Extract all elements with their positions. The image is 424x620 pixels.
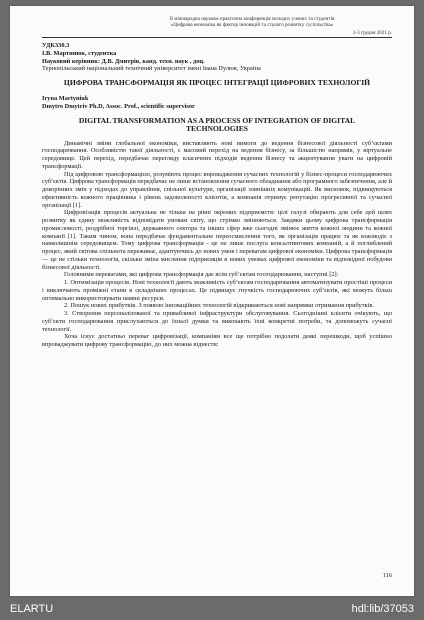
title-en: DIGITAL TRANSFORMATION AS A PROCESS OF INTEGRATION OF DIGITAL TECHNOLOGIES bbox=[78, 115, 356, 134]
paragraph: Цифровізація процесів актуальна не тільки на рівні окремих підприємств: цілі галузі обирають для себе цей шлях розвитку як єдину можливість відповідати умовам світу, що стрімко змінюються. Завдяки цьому цифрова трансформація промисловості, роздрібної торгівлі, державного сектора та інших сфер вже сьогодні змінює життя кожної людини та кожної компанії [1]. Таким чином, вона передбачає фундаментальне переосмислення того, як організація працює та як взаємодіє з навколишнім середовищем. Тому цифрова трансформація - це не лише послуга консалтингових компаній, а й поглиблений процес, який світова спільнота переживає, адаптуючись до нових умов і перевагам цифрової економіки. Цифрова трансформація — це не стільки технологія, скільки зміна мислення підприємців в нових умовах цифрової економіки та відповідної побудови бізнесової діяльності. bbox=[42, 209, 392, 271]
author-en: Iryna Martyniuk bbox=[42, 95, 89, 103]
document-page bbox=[10, 6, 414, 596]
conference-date: 2-3 грудня 2021 р. bbox=[352, 29, 392, 36]
paragraph: Під цифровою трансформацією, розуміють процес впровадження сучасних технологій у бізнес-процеси господарюючих суб’єктів. Цифрова трансформація передбачає не лише встановлення сучасного обладнання або програмного забезпечення, але й докорінних змін у підходах до управління, спільної культури, організації зовнішніх комунікацій. Як висновок, підвищуються ефективність кожного працівника і рівень задоволеності клієнтів, а компанія отримує репутацію прогресивної та сучасної організації [1]. bbox=[42, 170, 392, 209]
paragraph: Динамічні зміни глобальної економіки, виставляють нові вимоги до ведення бізнесової діяльності суб’єктами господарювання. Особливістю такої діяльності, є масовий перехід на ведення бізнесу, за більшістю напрямів, у віртуальне середовище. Цей перехід, передбачає перегляду класичних підходів ведення бізнесу та акцентування уваги на цифровій трансформації. bbox=[42, 139, 392, 170]
viewer-footer bbox=[0, 598, 424, 620]
list-item: 3. Створення персоналізованої та привабливої інфраструктури обслуговування. Сьогоднішні клієнти очікують, що суб’єкти господарювання прислухаються до їхньої думки та виконають їхні конкретні потреби, та допоможуть сучасні технології. bbox=[42, 310, 392, 333]
list-item: 1. Оптимізація процесів. Нові технології дають можливість суб’єктам господарювання автоматизувати простіші процеси і виключають проміжні етапи в складніших процесах. Це підвищує гнучкість господарюючих суб’єктів, які можуть більш оптимально використовувати наявні ресурси. bbox=[42, 279, 392, 302]
university-ua: Тернопільський національний технічний університет імені Івана Пулюя, Україна bbox=[42, 65, 261, 73]
supervisor-ua: Науковий керівник: Д.В. Дмитрів, канд. техн. наук , доц. bbox=[42, 57, 205, 65]
udc-code: УДК330.3 bbox=[42, 42, 70, 50]
paragraph: Хоча існує достатньо переваг цифровізації, компаніям все ще потрібно подолати деякі перешкоди, щоб успішно впроваджувати цифрову трансформацію, до них можна віднести: bbox=[42, 333, 392, 349]
running-header bbox=[42, 16, 392, 29]
author-ua: І.В. Мартинюк, студентка bbox=[42, 49, 117, 57]
repository-label: ELARTU bbox=[10, 603, 54, 615]
page-number: 116 bbox=[382, 572, 392, 579]
page-content bbox=[42, 16, 392, 349]
supervisor-en: Dmytro Dmytriv Ph.D, Assoc. Prof., scientific supervisor bbox=[42, 103, 195, 111]
title-ua: ЦИФРОВА ТРАНСФОРМАЦІЯ ЯК ПРОЦЕС ІНТЕГРАЦІЇ ЦИФРОВИХ ТЕХНОЛОГІЙ bbox=[63, 78, 371, 87]
paragraph: Головними перевагами, які цифрова трансформація дає всім суб’єктам господарювання, наступні [2]: bbox=[64, 271, 339, 279]
header-line-2: «Цифрова економіка як фактор інновацій та сталого розвитку суспільства» bbox=[170, 22, 334, 29]
handle-id: hdl:lib/37053 bbox=[351, 603, 414, 615]
list-item: 2. Пошук нових прибутків. З появою інноваційних технологій відкриваються нові напрямки отримання прибутків. bbox=[64, 302, 374, 310]
header-line-1: IІ міжнародна науково-практична конференція молодих учених та студентів bbox=[169, 16, 335, 22]
